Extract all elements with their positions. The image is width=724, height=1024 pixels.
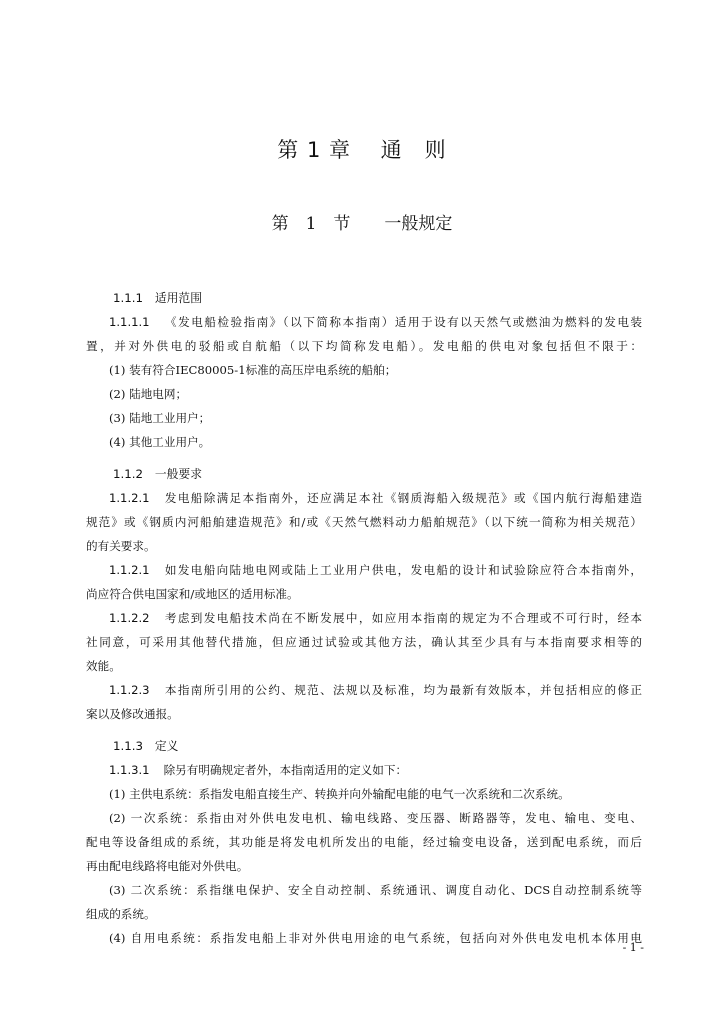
paragraph-text: 除另有明确规定者外，本指南适用的定义如下： xyxy=(163,763,408,777)
list-item: (2) 陆地电网； xyxy=(109,387,188,401)
paragraph-text: 《发电船检验指南》（以下简称本指南）适用于设有以天然气或燃油为燃料的发电装 xyxy=(163,315,642,329)
paragraph-line: 组成的系统。 xyxy=(86,907,156,921)
paragraph-text: 考虑到发电船技术尚在不断发展中，如应用本指南的规定为不合理或不可行时，经本 xyxy=(163,611,642,625)
paragraph-line xyxy=(109,558,642,582)
clause-number: 1.1.2.2 xyxy=(109,611,150,625)
heading-1-1-3: 1.1.3 定义 xyxy=(113,739,179,753)
paragraph-text: 如发电船向陆地电网或陆上工业用户供电，发电船的设计和试验除应符合本指南外， xyxy=(163,563,642,577)
clause-number: 1.1.3.1 xyxy=(109,763,150,777)
list-item: (4) 自用电系统：系指发电船上非对外供电用途的电气系统，包括向对外供电发电机本体用电 xyxy=(109,931,642,945)
page-number: - 1 - xyxy=(622,941,644,954)
paragraph-line: 配电等设备组成的系统，其功能是将发电机所发出的电能，经过输变电设备，送到配电系统，而后 xyxy=(86,835,642,849)
paragraph-line xyxy=(109,758,642,782)
list-item: (4) 其他工业用户。 xyxy=(109,435,211,449)
paragraph-line: 再由配电线路将电能对外供电。 xyxy=(86,859,249,873)
clause-number: 1.1.2.1 xyxy=(109,491,150,505)
paragraph-line: 的有关要求。 xyxy=(86,539,156,553)
paragraph-text: 发电船除满足本指南外，还应满足本社《钢质海船入级规范》或《国内航行海船建造 xyxy=(163,491,642,505)
heading-1-1-1: 1.1.1 适用范围 xyxy=(113,291,203,305)
heading-1-1-2: 1.1.2 一般要求 xyxy=(113,467,203,481)
list-item: (3) 陆地工业用户； xyxy=(109,411,211,425)
paragraph-line: 案以及修改通报。 xyxy=(86,707,179,721)
list-item: (3) 二次系统：系指继电保护、安全自动控制、系统通讯、调度自动化、DCS自动控制系统等 xyxy=(109,883,642,897)
paragraph-line xyxy=(109,486,642,510)
list-item: (1) 主供电系统：系指发电船直接生产、转换并向外输配电能的电气一次系统和二次系统。 xyxy=(109,787,570,801)
paragraph-line: 规范》或《钢质内河船舶建造规范》和/或《天然气燃料动力船舶规范》（以下统一简称为相关规范） xyxy=(86,515,642,529)
list-item: (2) 一次系统：系指由对外供电发电机、输电线路、变压器、断路器等，发电、输电、变电、 xyxy=(109,811,642,825)
clause-number: 1.1.1.1 xyxy=(109,315,150,329)
paragraph-line xyxy=(109,310,642,334)
paragraph-line: 社同意，可采用其他替代措施，但应通过试验或其他方法，确认其至少具有与本指南要求相等的 xyxy=(86,635,642,649)
chapter-title: 第 1 章 通 则 xyxy=(277,138,447,162)
paragraph-line xyxy=(109,678,642,702)
paragraph-line: 效能。 xyxy=(86,659,121,673)
paragraph-line: 尚应符合供电国家和/或地区的适用标准。 xyxy=(86,587,299,601)
paragraph-line xyxy=(109,606,642,630)
paragraph-line: 置，并对外供电的驳船或自航船（以下均简称发电船）。发电船的供电对象包括但不限于： xyxy=(86,339,642,353)
clause-number: 1.1.2.1 xyxy=(109,563,150,577)
paragraph-text: 本指南所引用的公约、规范、法规以及标准，均为最新有效版本，并包括相应的修正 xyxy=(163,683,642,697)
list-item: (1) 装有符合IEC80005-1标准的高压岸电系统的船舶； xyxy=(109,363,397,377)
section-title: 第 1 节 一般规定 xyxy=(271,214,453,234)
clause-number: 1.1.2.3 xyxy=(109,683,150,697)
